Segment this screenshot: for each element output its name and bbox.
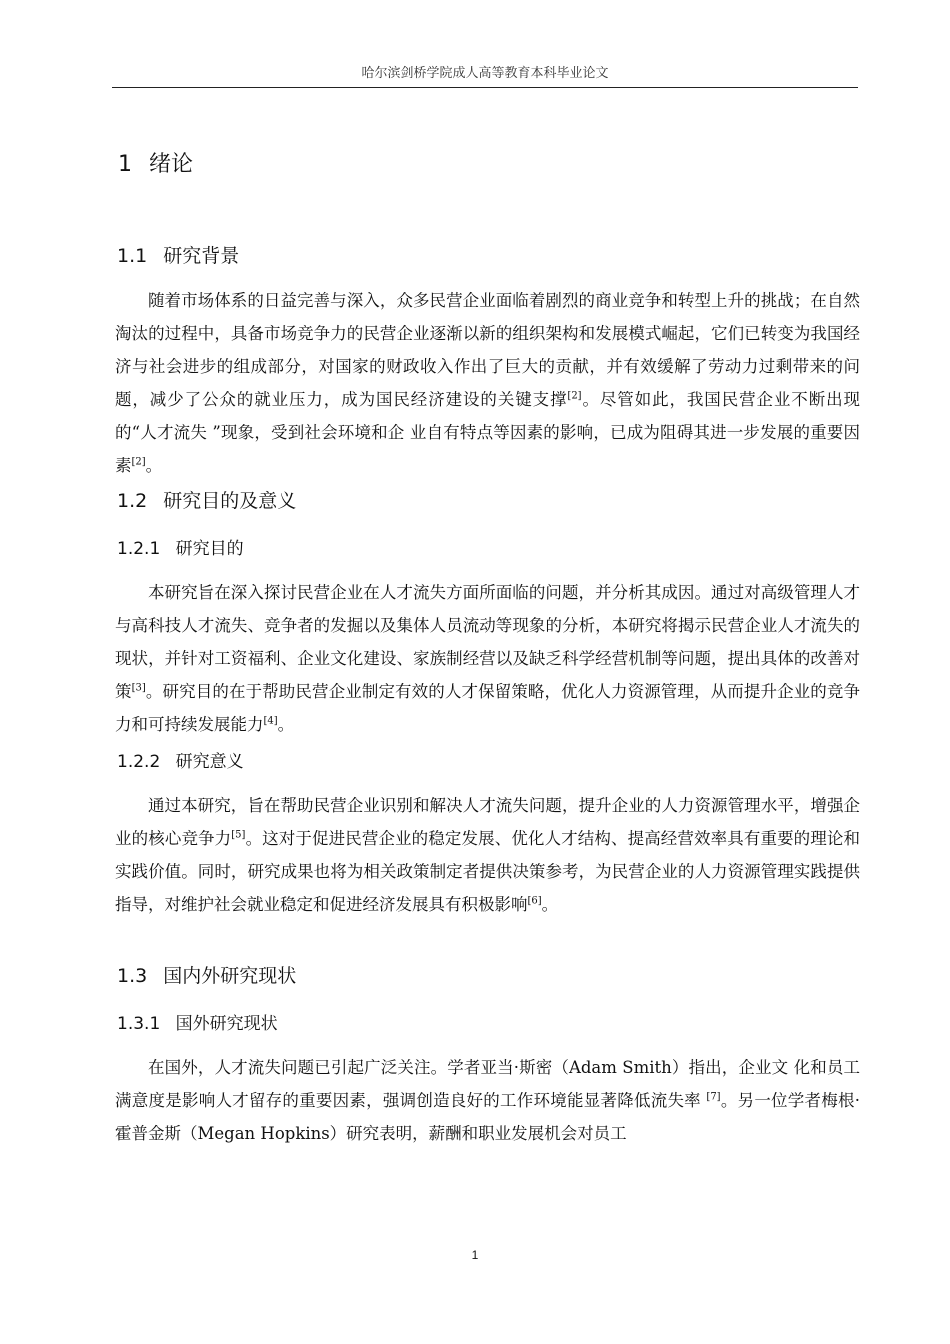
paragraph-foreign-research	[115, 1051, 860, 1150]
subsection-heading-1-3-1	[117, 1010, 278, 1038]
paragraph-text: 。研究目的在于帮助民营企业制定有效的人才保留策略，优化人力资源管理，从而提升企业的竞争力和可持续发展能力	[115, 682, 861, 734]
paragraph-text: 。尽管如此，我国民营企业不断出现的“人才流失 ”现象，受到社会环境和企 业自有特点等因素的影响，已成为阻碍其进一步发展的重要因素	[115, 390, 861, 475]
paragraph-significance	[115, 789, 860, 921]
citation: [6]	[527, 895, 542, 907]
chapter-title: 绪论	[149, 152, 194, 177]
section-title: 研究目的及意义	[163, 490, 297, 512]
subsection-title: 研究意义	[175, 752, 244, 772]
paragraph-text: 随着市场体系的日益完善与深入，众多民营企业面临着剧烈的商业竞争和转型上升的挑战；在自然淘汰的过程中，具备市场竞争力的民营企业逐渐以新的组织架构和发展模式崛起，它们已转变为我国经济与社会进步的组成部分，对国家的财政收入作出了巨大的贡献，并有效缓解了劳动力过剩带来的问题，减少了公众的就业压力，成为国民经济建设的关键支撑	[115, 291, 860, 409]
subsection-number: 1.3.1	[117, 1014, 161, 1034]
running-header: 哈尔滨剑桥学院成人高等教育本科毕业论文	[361, 66, 609, 81]
citation: [2]	[131, 456, 146, 468]
paragraph-text: 。这对于促进民营企业的稳定发展、优化人才结构、提高经营效率具有重要的理论和实践价值。同时，研究成果也将为相关政策制定者提供决策参考，为民营企业的人力资源管理实践提供指导，对维护社会就业稳定和促进经济发展具有积极影响	[115, 829, 861, 914]
paragraph-text: 。	[541, 895, 559, 914]
paragraph-text: 本研究旨在深入探讨民营企业在人才流失方面所面临的问题，并分析其成因。通过对高级管理人才与高科技人才流失、竞争者的发掘以及集体人员流动等现象的分析，本研究将揭示民营企业人才流失的现状，并针对工资福利、企业文化建设、家族制经营以及缺乏科学经营机制等问题，提出具体的改善对策	[115, 583, 860, 701]
page-number: 1	[471, 1248, 479, 1262]
section-number: 1.3	[117, 965, 148, 987]
paragraph-text: 。另一位学者梅根·霍普金斯（Megan Hopkins）研究表明，薪酬和职业发展机会对员工	[115, 1091, 861, 1143]
citation: [4]	[263, 715, 278, 727]
citation: [3]	[131, 682, 146, 694]
paragraph-text: 。	[277, 715, 295, 734]
subsection-heading-1-2-1	[117, 535, 244, 563]
subsection-title: 国外研究现状	[175, 1014, 278, 1034]
citation: [7]	[706, 1091, 721, 1103]
citation: [2]	[567, 390, 582, 402]
section-heading-1-3	[117, 961, 296, 991]
citation: [5]	[231, 829, 246, 841]
paragraph-text: 在国外，人才流失问题已引起广泛关注。学者亚当·斯密（Adam Smith）指出，企业文 化和员工满意度是影响人才留存的重要因素，强调创造良好的工作环境能显著降低流失率	[115, 1058, 860, 1110]
subsection-heading-1-2-2	[117, 748, 244, 776]
section-number: 1.1	[117, 245, 148, 267]
section-title: 研究背景	[163, 245, 240, 267]
section-heading-1-1	[117, 241, 239, 271]
chapter-heading	[118, 148, 193, 182]
subsection-title: 研究目的	[175, 539, 244, 559]
paragraph-text: 通过本研究，旨在帮助民营企业识别和解决人才流失问题，提升企业的人力资源管理水平，增强企业的核心竞争力	[115, 796, 860, 848]
section-heading-1-2	[117, 486, 296, 516]
chapter-number: 1	[118, 152, 132, 177]
section-number: 1.2	[117, 490, 148, 512]
subsection-number: 1.2.2	[117, 752, 161, 772]
subsection-number: 1.2.1	[117, 539, 161, 559]
paragraph-text: 。	[145, 456, 163, 475]
header-divider	[112, 87, 858, 88]
paragraph-background	[115, 284, 860, 482]
section-title: 国内外研究现状	[163, 965, 297, 987]
paragraph-purpose	[115, 576, 860, 741]
